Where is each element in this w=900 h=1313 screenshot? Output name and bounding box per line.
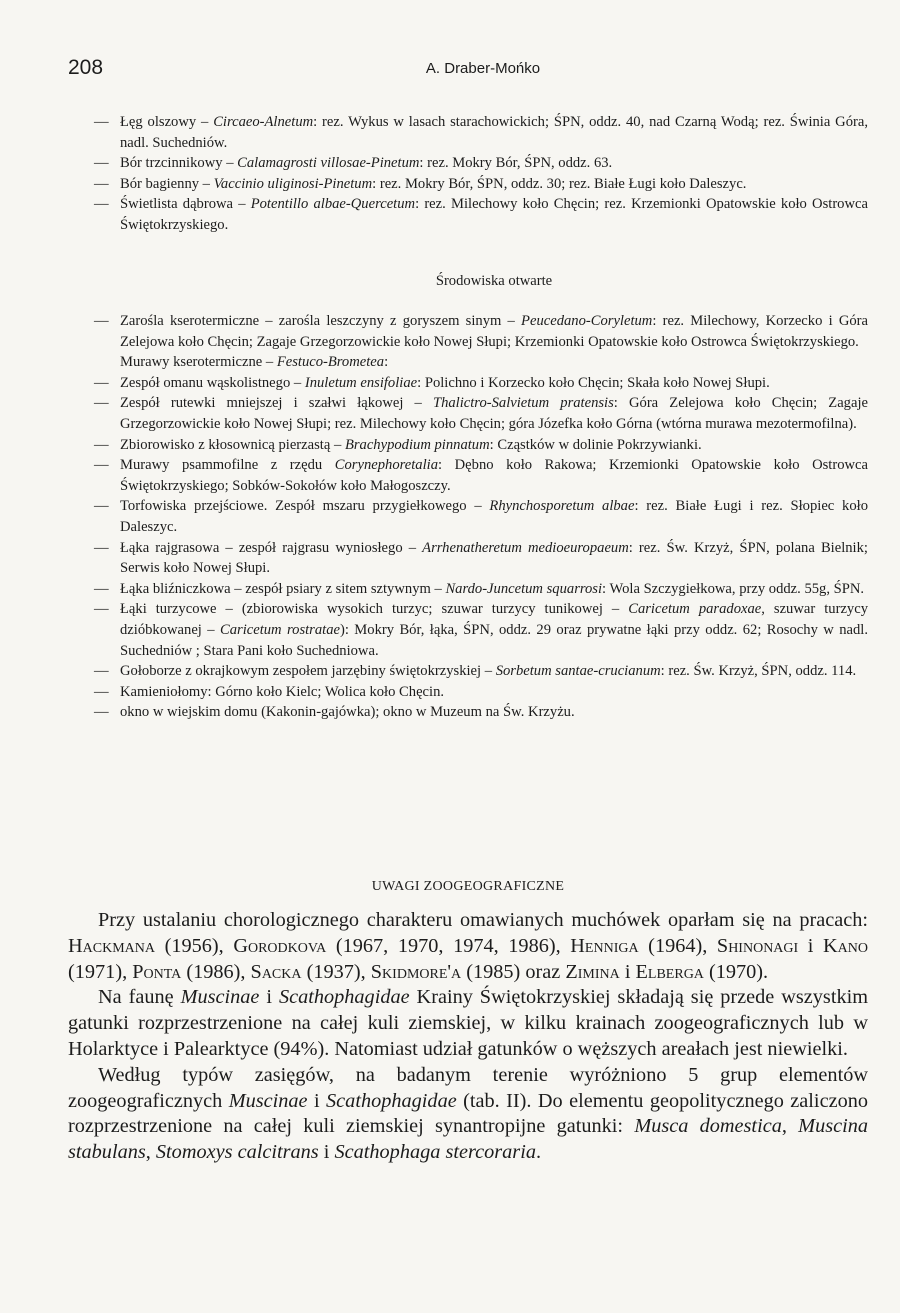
list-item: — Łąka rajgrasowa – zespół rajgrasu wyniosłego – Arrhenatheretum medioeuropaeum: rez. Św. Krzyż, ŚPN, polana Bielnik; Serwis koło Nowej Słupi. — [94, 539, 868, 577]
section-heading-open-habitats: Środowiska otwarte — [435, 273, 553, 289]
list-subheading: Murawy kserotermiczne – Festuco-Brometea: — [120, 354, 389, 371]
list-item: — Zarośla kserotermiczne – zarośla leszczyny z goryszem sinym – Peucedano-Coryletum: rez. Milechowy, Korzecko i Góra Zelejowa koło Chęcin; Zagaje Grzegorzowickie koło Nowej Słupi; Krzemionki Opatowskie koło Ostrowca Świętokrzyskiego. — [94, 313, 868, 350]
list-item: — Zbiorowisko z kłosownicą pierzastą – Brachypodium pinnatum: Cząstków w dolinie Pokrzywianki. — [94, 436, 702, 453]
page-header — [68, 56, 868, 86]
list-item: — Bór bagienny – Vaccinio uliginosi-Pinetum: rez. Mokry Bór, ŚPN, oddz. 30; rez. Białe Ługi koło Daleszyc. — [94, 175, 747, 192]
paragraph: Według typów zasięgów, na badanym terenie wyróżniono 5 grup elementów zoogeograficznych Muscinae i Scathophagidae (tab. II). Do elementu geopolitycznego zaliczono rozprzestrzenione na całej kuli ziemskiej synantropijne gatunki: Musca domestica, Muscina stabulans, Stomoxys calcitrans i Scathophaga stercoraria. — [68, 1063, 869, 1164]
paragraph: Na faunę Muscinae i Scathophagidae Krainy Świętokrzyskiej składają się przede wszystkim gatunki rozprzestrzenione na całej kuli ziemskiej, w kilku krainach zoogeograficznych lub w Holarktyce i Palearktyce (94%). Natomiast udział gatunków o węższych areałach jest niewielki. — [68, 986, 869, 1060]
list-item: — Łąki turzycowe – (zbiorowiska wysokich turzyc; szuwar turzycy tunikowej – Caricetum paradoxae, szuwar turzycy dzióbkowanej – Caricetum rostratae): Mokry Bór, łąka, ŚPN, oddz. 29 oraz prywatne łąki przy oddz. 62; Rosochy w nadl. Suchedniów ; Stara Pani koło Suchedniowa. — [94, 601, 868, 659]
section-heading-zoogeography: UWAGI ZOOGEOGRAFICZNE — [371, 879, 565, 894]
list-item: — Zespół rutewki mniejszej i szałwi łąkowej – Thalictro-Salvietum pratensis: Góra Zelejowa koło Chęcin; Zagaje Grzegorzowickie koło Nowej Słupi; rez. Milechowy koło Chęcin; góra Józefka koło Górna (wtórna murawa mezotermofilna). — [94, 395, 868, 432]
list-item: — Łąka bliźniczkowa – zespół psiary z sitem sztywnym – Nardo-Juncetum squarrosi: Wola Szczygiełkowa, przy oddz. 55g, ŚPN. — [94, 580, 865, 597]
list-item: — Torfowiska przejściowe. Zespół mszaru przygiełkowego – Rhynchosporetum albae: rez. Białe Ługi i rez. Słopiec koło Daleszyc. — [94, 498, 868, 535]
list-item: — Zespół omanu wąskolistnego – Inuletum ensifoliae: Polichno i Korzecko koło Chęcin; Skała koło Nowej Słupi. — [94, 374, 770, 391]
list-item: — Bór trzcinnikowy – Calamagrosti villosae-Pinetum: rez. Mokry Bór, ŚPN, oddz. 63. — [94, 155, 613, 172]
page-number: 208 — [68, 56, 104, 79]
list-item: — Łęg olszowy – Circaeo-Alnetum: rez. Wykus w lasach starachowickich; ŚPN, oddz. 40, nad Czarną Wodą; rez. Świnia Góra, nadl. Suchedniów. — [94, 114, 868, 151]
forest-habitats-list — [94, 112, 868, 236]
list-item: — Murawy psammofilne z rzędu Corynephoretalia: Dębno koło Rakowa; Krzemionki Opatowskie koło Ostrowca Świętokrzyskiego; Sobków-Sokołów koło Małogoszczy. — [94, 457, 869, 494]
list-item: — Gołoborze z okrajkowym zespołem jarzębiny świętokrzyskiej – Sorbetum santae-crucianum: rez. Św. Krzyż, ŚPN, oddz. 114. — [94, 663, 857, 680]
paragraph: Przy ustalaniu chorologicznego charakteru omawianych muchówek oparłam się na pracach: Hackmana (1956), Gorodkova (1967, 1970, 1974, 1986), Henniga (1964), Shinonagi i Kano (1971), Ponta (1986), Sacka (1937), Skidmore'a (1985) oraz Zimina i Elberga (1970). — [68, 909, 869, 983]
open-habitats-list — [94, 311, 869, 723]
list-item: — Kamieniołomy: Górno koło Kielc; Wolica koło Chęcin. — [94, 683, 445, 700]
list-item: — Świetlista dąbrowa – Potentillo albae-Quercetum: rez. Milechowy koło Chęcin; rez. Krzemionki Opatowskie koło Ostrowca Świętokrzyskiego. — [94, 196, 868, 233]
list-item: — okno w wiejskim domu (Kakonin-gajówka); okno w Muzeum na Św. Krzyżu. — [94, 704, 575, 721]
zoogeography-text — [68, 908, 868, 1166]
running-head: A. Draber-Mońko — [425, 60, 541, 77]
